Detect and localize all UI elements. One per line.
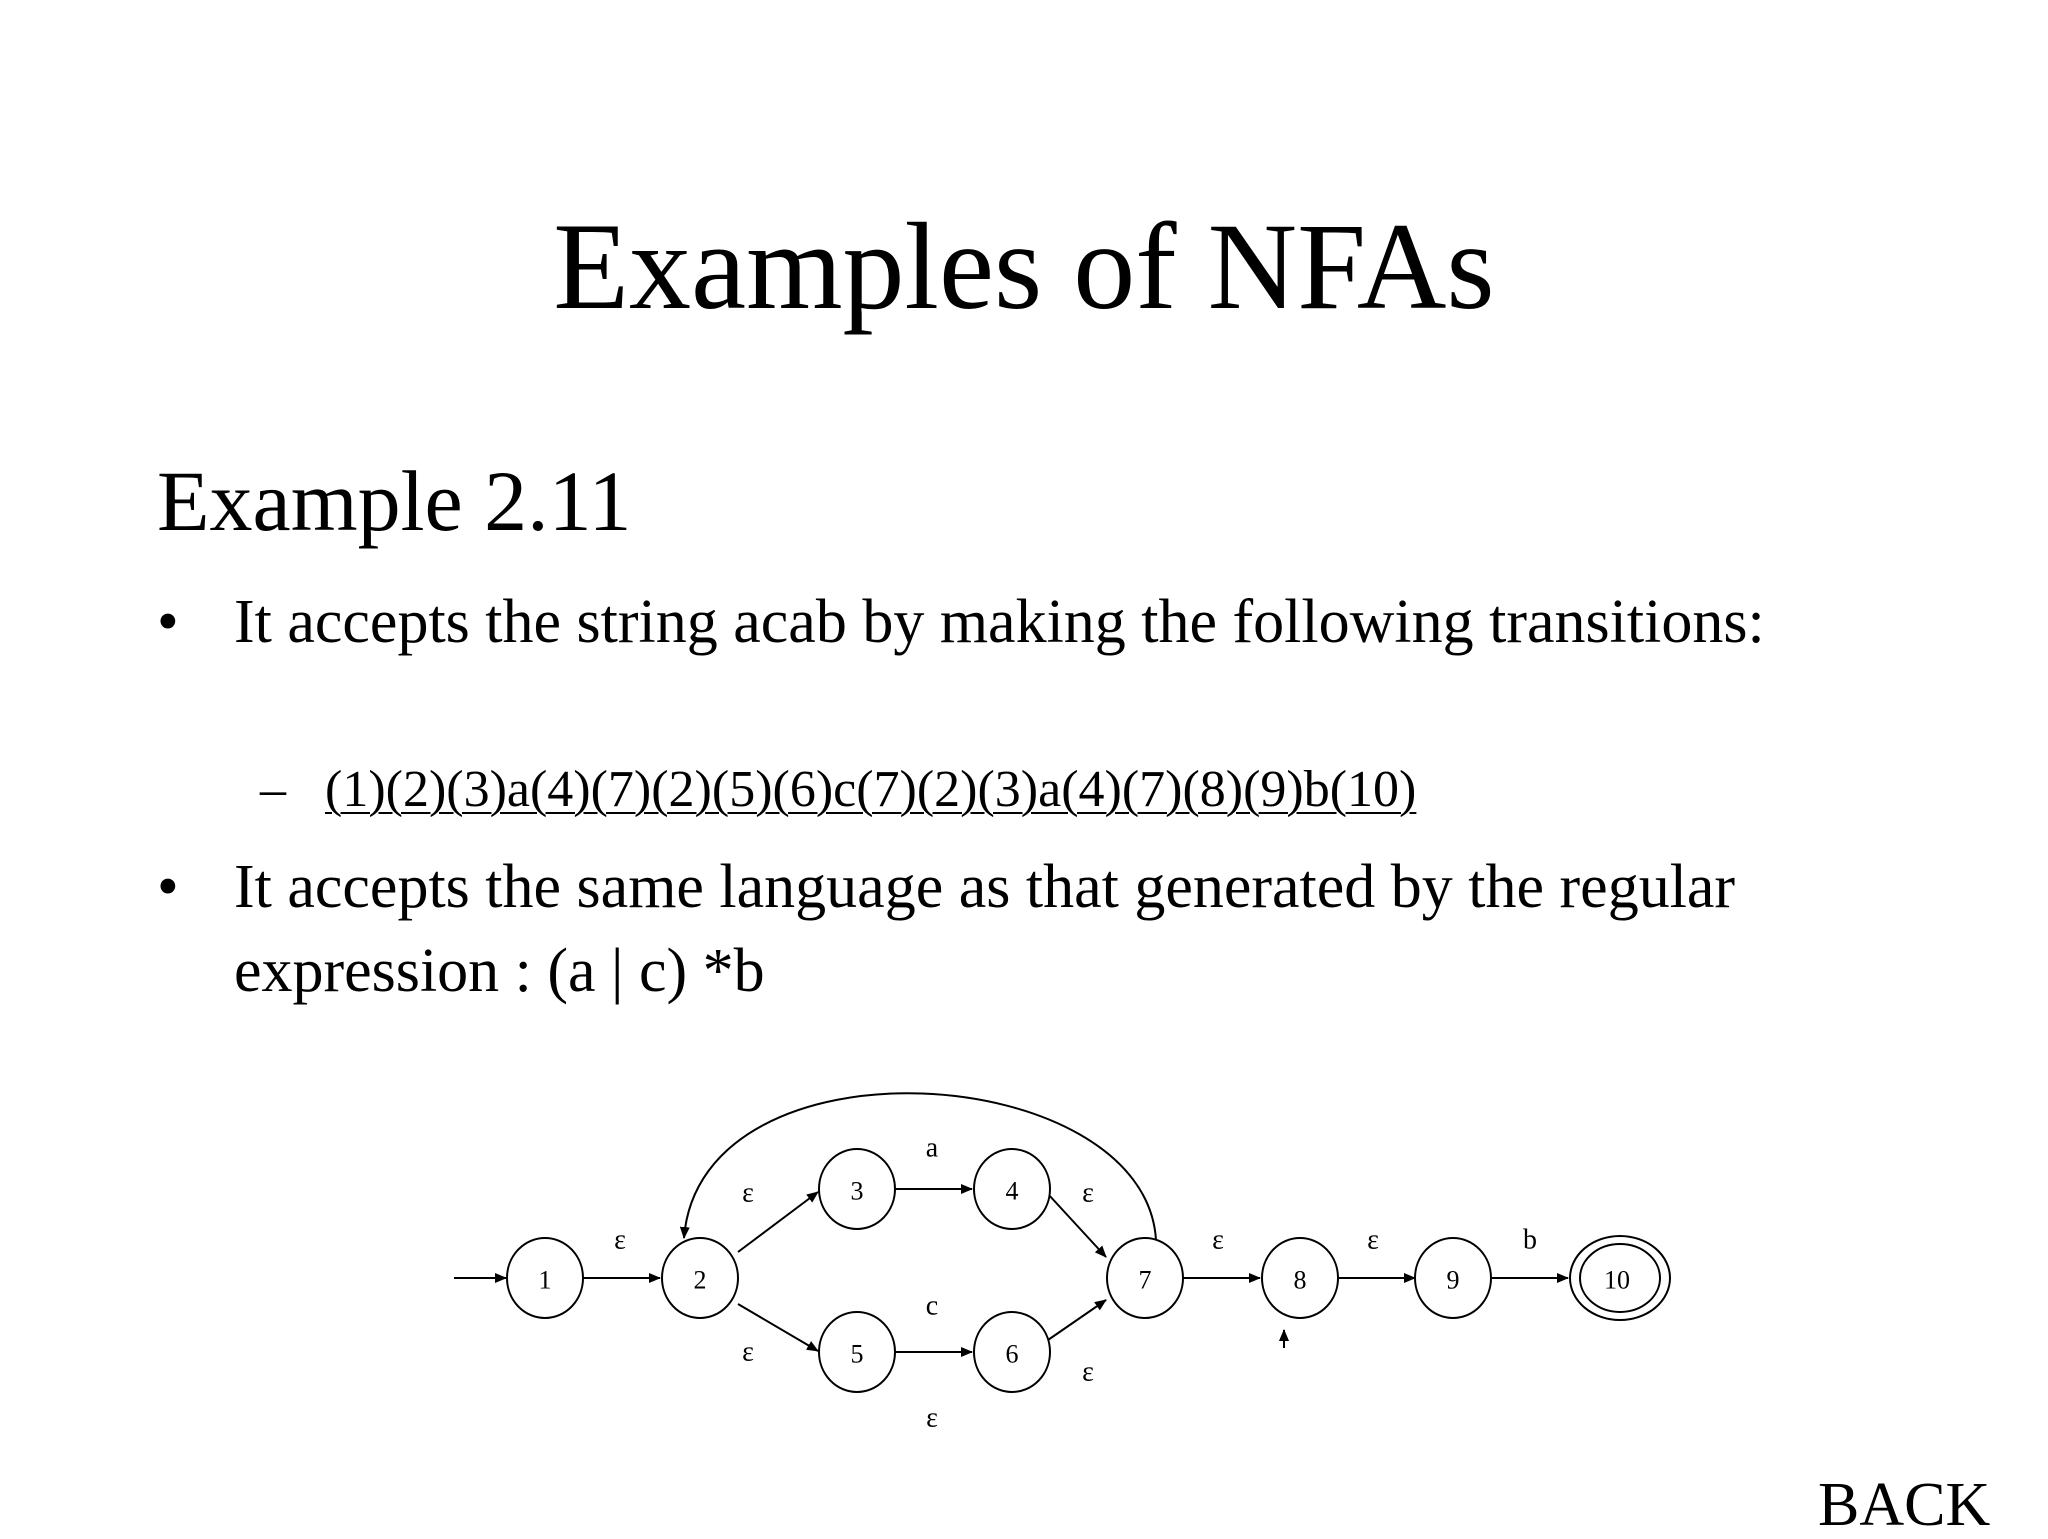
edge-label-5-6: c: [925, 1290, 939, 1322]
edge-label-7-8: ε: [1212, 1224, 1224, 1256]
state-label-3: 3: [850, 1176, 864, 1206]
edge-label-6-7: ε: [1082, 1356, 1094, 1388]
state-label-4: 4: [1005, 1176, 1019, 1206]
edge-label-bottom: ε: [926, 1402, 938, 1434]
state-label-5: 5: [850, 1339, 864, 1369]
edge-label-9-10: b: [1523, 1224, 1537, 1256]
transition-sequence: (1)(2)(3)a(4)(7)(2)(5)(6)c(7)(2)(3)a(4)(7)(8)(9)b(10): [325, 761, 1417, 818]
edge-4-7: [1048, 1194, 1106, 1257]
state-label-8: 8: [1293, 1265, 1307, 1295]
edge-label-2-5: ε: [742, 1336, 754, 1368]
edge-label-4-7: ε: [1082, 1177, 1094, 1209]
state-label-6: 6: [1005, 1339, 1019, 1369]
edge-6-7: [1048, 1300, 1106, 1340]
state-label-9: 9: [1446, 1265, 1460, 1295]
state-label-1: 1: [538, 1265, 552, 1295]
example-heading: Example 2.11: [157, 453, 632, 549]
edge-label-3-4: a: [925, 1132, 939, 1164]
bullet-text: It accepts the string acab by making the following transitions:: [234, 588, 1765, 656]
state-label-2: 2: [693, 1265, 707, 1295]
sub-bullet-dash: –: [260, 761, 286, 818]
edge-label-8-9: ε: [1367, 1224, 1379, 1256]
state-label-7: 7: [1138, 1265, 1152, 1295]
edge-7-2-loop: [684, 1093, 1156, 1240]
state-label-10: 10: [1604, 1265, 1630, 1295]
bullet-dot: •: [157, 853, 179, 921]
slide-title: Examples of NFAs: [553, 198, 1495, 335]
back-link[interactable]: BACK: [1818, 1471, 1991, 1539]
bullet-dot: •: [157, 588, 179, 656]
bullet-text: It accepts the same language as that generated by the regular expression : (a | c) *b: [234, 853, 1736, 1005]
edge-label-1-2: ε: [614, 1224, 626, 1256]
edge-label-2-3: ε: [742, 1177, 754, 1209]
